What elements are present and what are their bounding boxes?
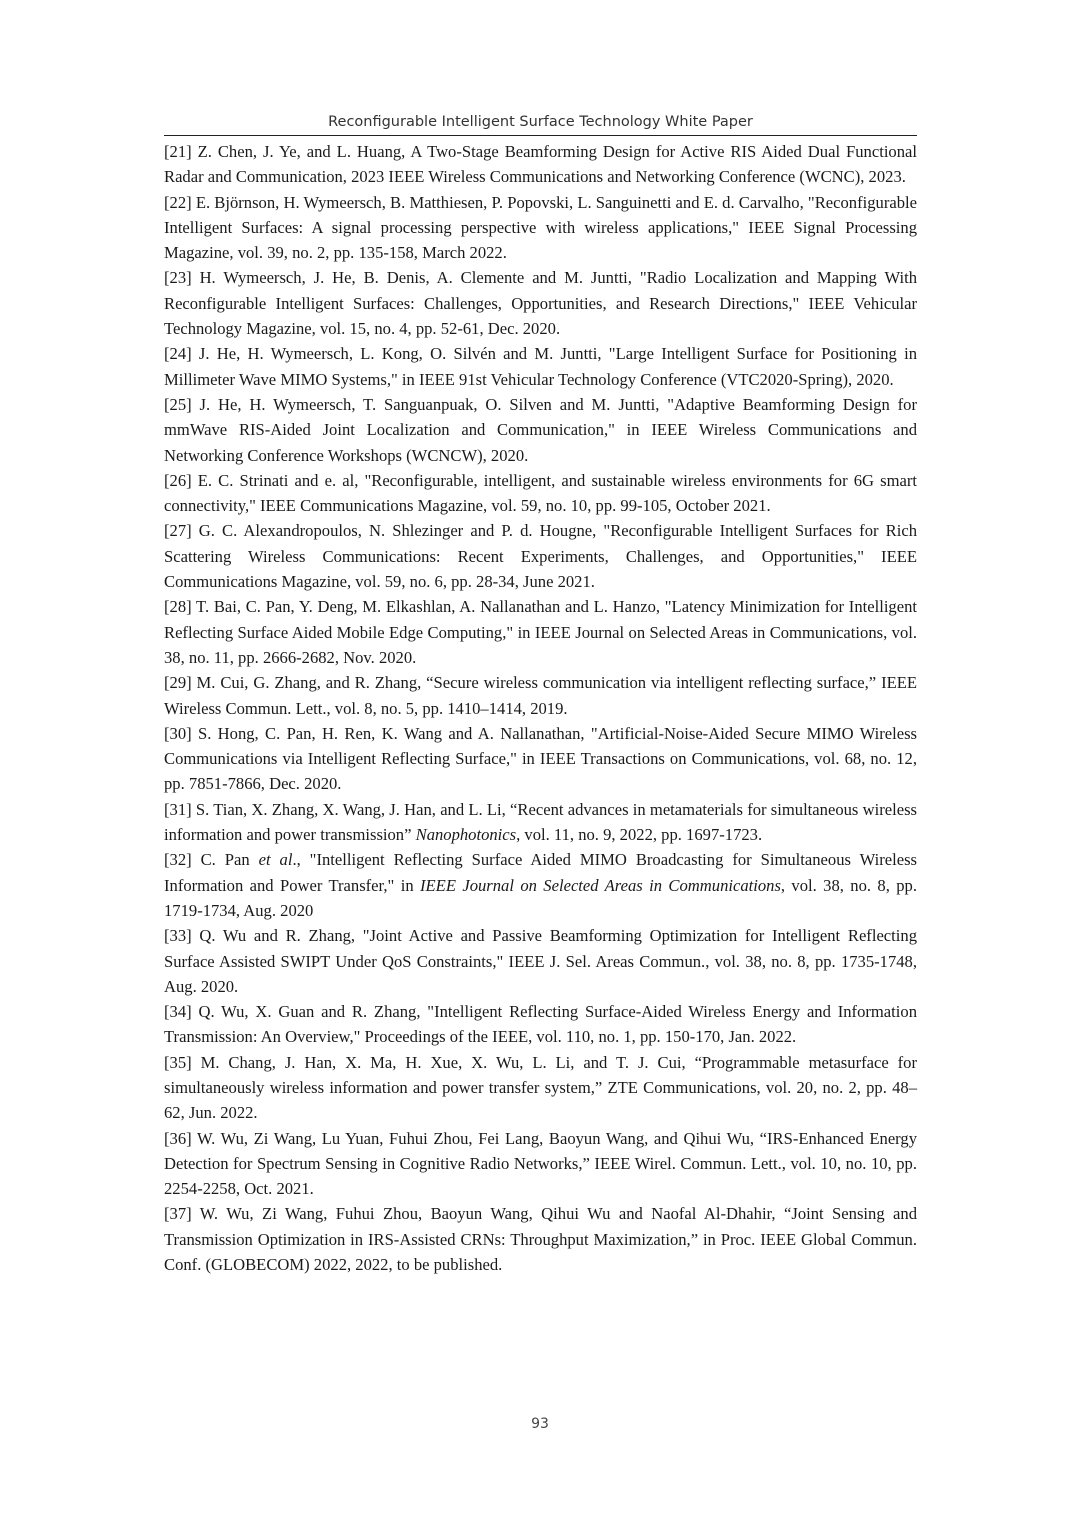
reference-33: [33] Q. Wu and R. Zhang, "Joint Active and Passive Beamforming Optimization for Intelligent Reflecting Surface Assisted SWIPT Under QoS Constraints," IEEE J. Sel. Areas Commun., vol. 38, no. 8, pp. 1735-1748, Aug. 2020. [164, 926, 917, 996]
reference-22: [22] E. Björnson, H. Wymeersch, B. Matthiesen, P. Popovski, L. Sanguinetti and E. d. Carvalho, "Reconfigurable Intelligent Surfaces: A signal processing perspective with wireless applications," IEEE Signal Processing Magazine, vol. 39, no. 2, pp. 135-158, March 2022. [164, 192, 917, 263]
reference-28: [28] T. Bai, C. Pan, Y. Deng, M. Elkashlan, A. Nallanathan and L. Hanzo, "Latency Minimization for Intelligent Reflecting Surface Aided Mobile Edge Computing," in IEEE Journal on Selected Areas in Communications, vol. 38, no. 11, pp. 2666-2682, Nov. 2020. [164, 597, 917, 667]
reference-27: [27] G. C. Alexandropoulos, N. Shlezinger and P. d. Hougne, "Reconfigurable Intelligent Surfaces for Rich Scattering Wireless Communications: Recent Experiments, Challenges, and Opportunities," IEEE Communications Magazine, vol. 59, no. 6, pp. 28-34, June 2021. [164, 521, 917, 592]
reference-list [164, 139, 917, 1277]
reference-36: [36] W. Wu, Zi Wang, Lu Yuan, Fuhui Zhou, Fei Lang, Baoyun Wang, and Qihui Wu, “IRS-Enhanced Energy Detection for Spectrum Sensing in Cognitive Radio Networks,” IEEE Wirel. Commun. Lett., vol. 10, no. 10, pp. 2254-2258, Oct. 2021. [164, 1128, 917, 1199]
reference-29: [29] M. Cui, G. Zhang, and R. Zhang, “Secure wireless communication via intelligent reflecting surface,” IEEE Wireless Commun. Lett., vol. 8, no. 5, pp. 1410–1414, 2019. [164, 673, 917, 718]
reference-31: [31] S. Tian, X. Zhang, X. Wang, J. Han, and L. Li, “Recent advances in metamaterials for simultaneous wireless information and power transmission” Nanophotonics, vol. 11, no. 9, 2022, pp. 1697-1723. [164, 799, 917, 845]
reference-34: [34] Q. Wu, X. Guan and R. Zhang, "Intelligent Reflecting Surface-Aided Wireless Energy and Information Transmission: An Overview," Proceedings of the IEEE, vol. 110, no. 1, pp. 150-170, Jan. 2022. [164, 1002, 917, 1047]
page-number: 93 [531, 1416, 549, 1432]
reference-37: [37] W. Wu, Zi Wang, Fuhui Zhou, Baoyun Wang, Qihui Wu and Naofal Al-Dhahir, “Joint Sensing and Transmission Optimization in IRS-Assisted CRNs: Throughput Maximization,” in Proc. IEEE Global Commun. Conf. (GLOBECOM) 2022, 2022, to be published. [164, 1204, 917, 1275]
reference-30: [30] S. Hong, C. Pan, H. Ren, K. Wang and A. Nallanathan, "Artificial-Noise-Aided Secure MIMO Wireless Communications via Intelligent Reflecting Surface," in IEEE Transactions on Communications, vol. 68, no. 12, pp. 7851-7866, Dec. 2020. [164, 723, 917, 794]
reference-25: [25] J. He, H. Wymeersch, T. Sanguanpuak, O. Silven and M. Juntti, "Adaptive Beamforming Design for mmWave RIS-Aided Joint Localization and Communication," in IEEE Wireless Communications and Networking Conference Workshops (WCNCW), 2020. [164, 394, 917, 465]
page-footer [0, 1416, 1080, 1432]
reference-24: [24] J. He, H. Wymeersch, L. Kong, O. Silvén and M. Juntti, "Large Intelligent Surface for Positioning in Millimeter Wave MIMO Systems," in IEEE 91st Vehicular Technology Conference (VTC2020-Spring), 2020. [164, 344, 917, 389]
reference-23: [23] H. Wymeersch, J. He, B. Denis, A. Clemente and M. Juntti, "Radio Localization and Mapping With Reconfigurable Intelligent Surfaces: Challenges, Opportunities, and Research Directions," IEEE Vehicular Technology Magazine, vol. 15, no. 4, pp. 52-61, Dec. 2020. [164, 268, 917, 339]
reference-35: [35] M. Chang, J. Han, X. Ma, H. Xue, X. Wu, L. Li, and T. J. Cui, “Programmable metasurface for simultaneously wireless information and power transfer system,” ZTE Communications, vol. 20, no. 2, pp. 48–62, Jun. 2022. [164, 1052, 917, 1123]
header-title: Reconfigurable Intelligent Surface Technology White Paper [328, 114, 753, 130]
reference-26: [26] E. C. Strinati and e. al, "Reconfigurable, intelligent, and sustainable wireless environments for 6G smart connectivity," IEEE Communications Magazine, vol. 59, no. 10, pp. 99-105, October 2021. [164, 470, 917, 516]
page-header [164, 110, 917, 136]
reference-32: [32] C. Pan et al., "Intelligent Reflecting Surface Aided MIMO Broadcasting for Simultaneous Wireless Information and Power Transfer," in IEEE Journal on Selected Areas in Communications, vol. 38, no. 8, pp. 1719-1734, Aug. 2020 [164, 850, 918, 920]
reference-21: [21] Z. Chen, J. Ye, and L. Huang, A Two-Stage Beamforming Design for Active RIS Aided Dual Functional Radar and Communication, 2023 IEEE Wireless Communications and Networking Conference (WCNC), 2023. [164, 142, 917, 187]
